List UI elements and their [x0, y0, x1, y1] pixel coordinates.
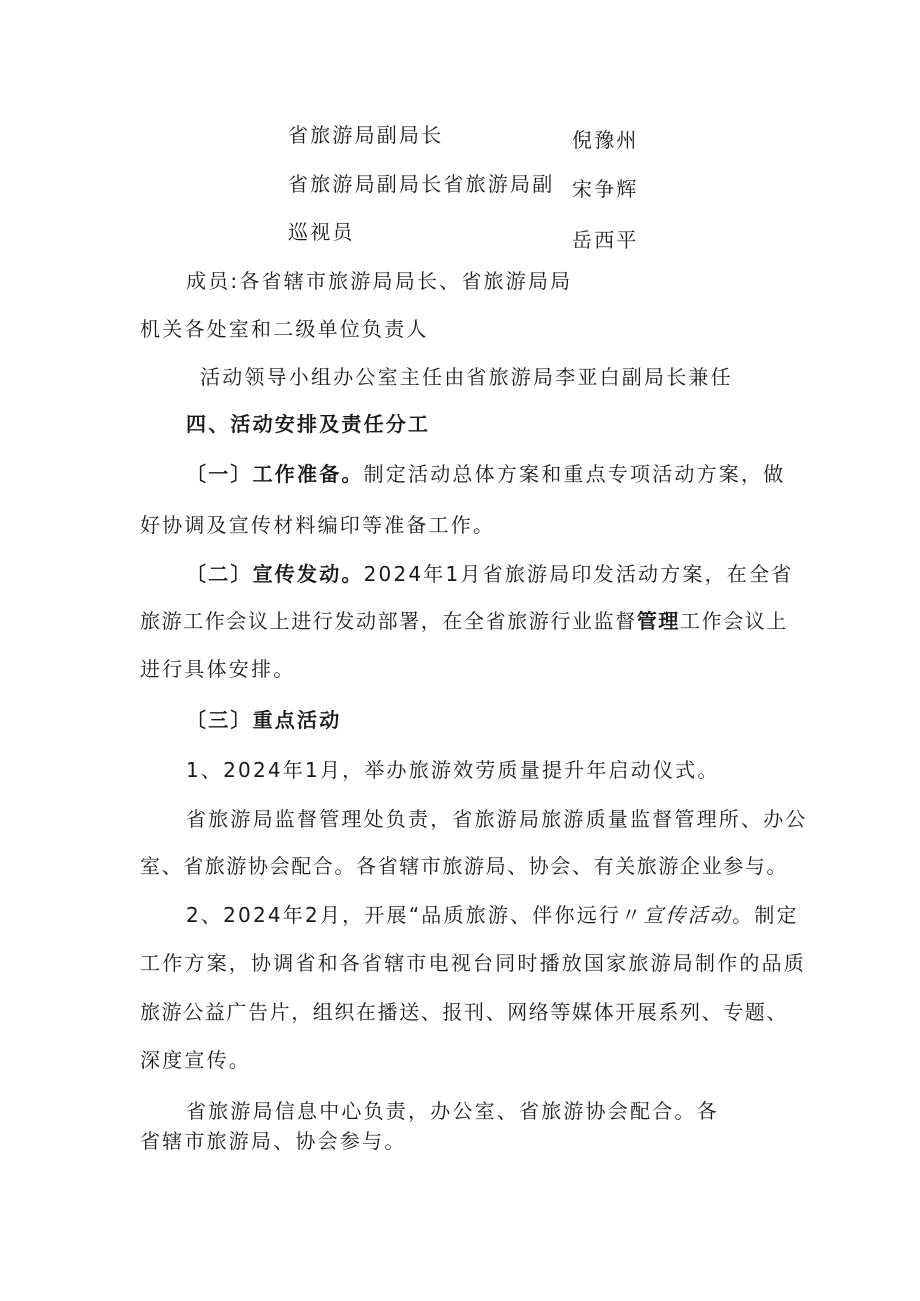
leader-title: 省旅游局副局长: [288, 123, 444, 147]
paragraph-mobilize-line-3: 进行具体安排。: [140, 657, 296, 681]
activity-item-2-line-4: 深度宣传。: [140, 1048, 251, 1072]
section-heading: 四、活动安排及责任分工: [186, 412, 431, 436]
leader-name: 倪豫州: [572, 128, 639, 152]
activity-item-2-responsibility-line-1: 省旅游局信息中心负责，办公室、省旅游协会配合。各: [186, 1099, 719, 1123]
paragraph-text: 2、2024年2月，开展“品质旅游、伴你远行〃: [186, 903, 644, 927]
leader-title: 巡视员: [288, 220, 355, 244]
activity-item-2-responsibility-line-2: 省辖市旅游局、协会参与。: [140, 1129, 407, 1153]
paragraph-text: 制定活动总体方案和重点专项活动方案，做: [363, 462, 786, 486]
subsection-heading: 〔三〕重点活动: [186, 708, 342, 732]
paragraph-text: 。制定: [732, 903, 799, 927]
leader-name: 宋争辉: [572, 177, 639, 201]
activity-item-2-line-1: [186, 901, 799, 929]
members-line-1: 成员:各省辖市旅游局局长、省旅游局局: [186, 269, 573, 293]
paragraph-mobilize-line-1: [186, 560, 793, 588]
paragraph-mobilize-line-2: [140, 607, 788, 635]
paragraph-label: 〔二〕宣传发动。: [186, 562, 364, 586]
paragraph-text: 旅游工作会议上进行发动部署，在全省旅游行业监督: [140, 609, 637, 633]
members-line-2: 机关各处室和二级单位负责人: [140, 317, 429, 341]
paragraph-text: 2024年1月省旅游局印发活动方案，在全省: [363, 562, 794, 586]
leader-title: 省旅游局副局长省旅游局副: [288, 172, 555, 196]
activity-item-1: 1、2024年1月，举办旅游效劳质量提升年启动仪式。: [186, 758, 720, 782]
italic-term: 宣传活动: [643, 903, 733, 927]
activity-item-2-line-2: 工作方案，协调省和各省辖市电视台同时播放国家旅游局制作的品质: [140, 951, 806, 975]
office-director-note: 活动领导小组办公室主任由省旅游局李亚白副局长兼任: [200, 365, 733, 389]
activity-item-2-line-3: 旅游公益广告片，组织在播送、报刊、网络等媒体开展系列、专题、: [140, 1000, 788, 1024]
paragraph-label: 〔一〕工作准备。: [186, 462, 364, 486]
paragraph-prep-line-2: 好协调及宣传材料编印等准备工作。: [140, 513, 496, 537]
paragraph-text: 工作会议上: [680, 609, 789, 633]
bold-term: 管理: [636, 609, 681, 633]
paragraph-prep-line-1: [186, 460, 785, 488]
activity-item-1-responsibility-line-2: 室、省旅游协会配合。各省辖市旅游局、协会、有关旅游企业参与。: [140, 854, 788, 878]
activity-item-1-responsibility-line-1: 省旅游局监督管理处负责，省旅游局旅游质量监督管理所、办公: [186, 807, 808, 831]
leader-name: 岳西平: [572, 228, 639, 252]
